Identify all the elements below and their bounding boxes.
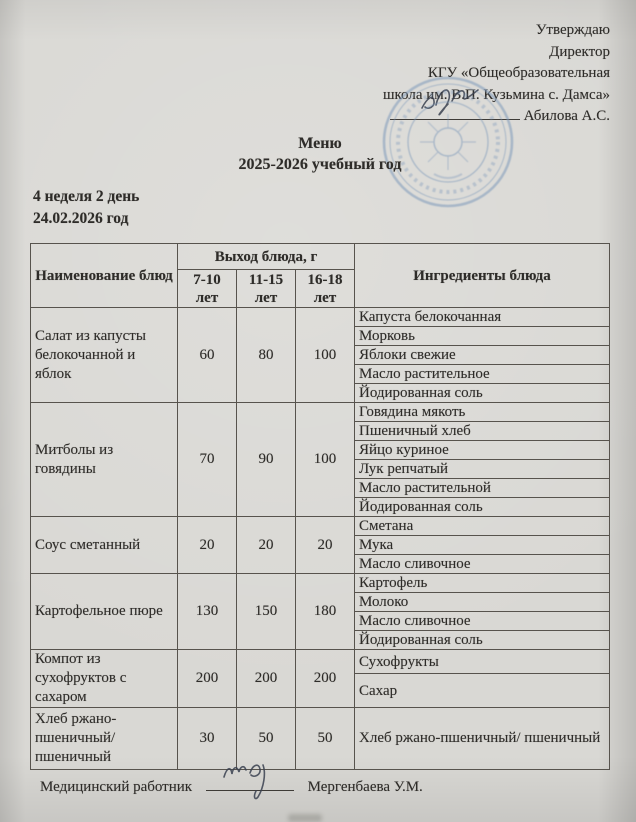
ingredient-item: Масло сливочное xyxy=(355,612,610,631)
dish-row-bread xyxy=(31,708,610,770)
ingredient-item: Сухофрукты xyxy=(355,650,610,674)
dish-name: Митболы из говядины xyxy=(31,403,178,517)
org-name-line2: школа им. В.П. Кузьмина с. Дамса» xyxy=(382,86,610,103)
ingredient-item: Йодированная соль xyxy=(355,631,610,650)
ingredient-item: Картофель xyxy=(355,574,610,593)
portion-11-15: 80 xyxy=(237,308,296,403)
ingredient-item: Говядина мякоть xyxy=(355,403,610,422)
week-day-label: 4 неделя 2 день xyxy=(33,188,140,205)
ingredient-item: Капуста белокочанная xyxy=(355,308,610,327)
org-name-line1: КГУ «Общеобразовательная xyxy=(427,65,610,81)
ingredient-item: Йодированная соль xyxy=(355,384,610,403)
ingredient-item: Масло растительной xyxy=(355,479,610,498)
portion-7-10: 130 xyxy=(178,574,237,650)
portion-11-15: 90 xyxy=(237,403,296,517)
portion-16-18: 100 xyxy=(296,308,355,403)
portion-11-15: 150 xyxy=(237,574,296,650)
director-name: Абилова А.С. xyxy=(523,108,610,124)
ingredient-item: Масло растительное xyxy=(355,365,610,384)
portion-7-10: 200 xyxy=(178,650,237,708)
ingredient-item: Мука xyxy=(355,536,610,555)
dish-row-salad xyxy=(31,308,610,327)
ingredient-item: Хлеб ржано-пшеничный/ пшеничный xyxy=(355,708,610,770)
ingredient-item: Морковь xyxy=(355,327,610,346)
header-output-group: Выход блюда, г xyxy=(178,244,355,270)
ingredient-item: Яйцо куриное xyxy=(355,441,610,460)
portion-7-10: 60 xyxy=(178,308,237,403)
dish-row-potato xyxy=(31,574,610,593)
portion-11-15: 50 xyxy=(237,708,296,770)
title-line1: Меню xyxy=(298,135,342,152)
dish-name: Картофельное пюре xyxy=(31,574,178,650)
dish-row-sauce xyxy=(31,517,610,536)
scan-artifact xyxy=(288,814,322,822)
medical-worker-label: Медицинский работник xyxy=(40,779,193,795)
portion-16-18: 100 xyxy=(296,403,355,517)
header-ingredients: Ингредиенты блюда xyxy=(355,244,610,308)
dish-row-compote xyxy=(31,650,610,674)
portion-11-15: 20 xyxy=(237,517,296,574)
ingredient-item: Молоко xyxy=(355,593,610,612)
dish-name: Соус сметанный xyxy=(31,517,178,574)
header-age-7-10: 7-10 лет xyxy=(178,270,237,308)
medical-worker-name: Мергенбаева У.М. xyxy=(307,779,423,795)
dish-name: Салат из капусты белокочанной и яблок xyxy=(31,308,178,403)
dish-name: Компот из сухофруктов с сахаром xyxy=(31,650,178,708)
date-label: 24.02.2026 год xyxy=(33,210,129,227)
dish-row-meatballs xyxy=(31,403,610,422)
document-title xyxy=(30,133,610,175)
medical-worker-underline xyxy=(206,790,294,791)
date-block xyxy=(33,186,139,230)
ingredient-item: Лук репчатый xyxy=(355,460,610,479)
title-line2: 2025-2026 учебный год xyxy=(238,156,402,173)
ingredient-item: Йодированная соль xyxy=(355,498,610,517)
ingredient-item: Яблоки свежие xyxy=(355,346,610,365)
portion-7-10: 30 xyxy=(178,708,237,770)
portion-16-18: 50 xyxy=(296,708,355,770)
director-title: Директор xyxy=(549,43,610,60)
ingredient-item: Сахар xyxy=(355,674,610,708)
menu-table xyxy=(30,243,610,770)
portion-16-18: 200 xyxy=(296,650,355,708)
footer-signature-row xyxy=(40,779,423,796)
ingredient-item: Сметана xyxy=(355,517,610,536)
header-age-11-15: 11-15 лет xyxy=(237,270,296,308)
header-age-16-18: 16-18 лет xyxy=(296,270,355,308)
header-dish-name: Наименование блюд xyxy=(31,244,178,308)
portion-7-10: 70 xyxy=(178,403,237,517)
portion-16-18: 180 xyxy=(296,574,355,650)
portion-11-15: 200 xyxy=(237,650,296,708)
approve-word: Утверждаю xyxy=(535,22,610,38)
portion-16-18: 20 xyxy=(296,517,355,574)
portion-7-10: 20 xyxy=(178,517,237,574)
ingredient-item: Масло сливочное xyxy=(355,555,610,574)
ingredient-item: Пшеничный хлеб xyxy=(355,422,610,441)
dish-name: Хлеб ржано-пшеничный/ пшеничный xyxy=(31,708,178,770)
